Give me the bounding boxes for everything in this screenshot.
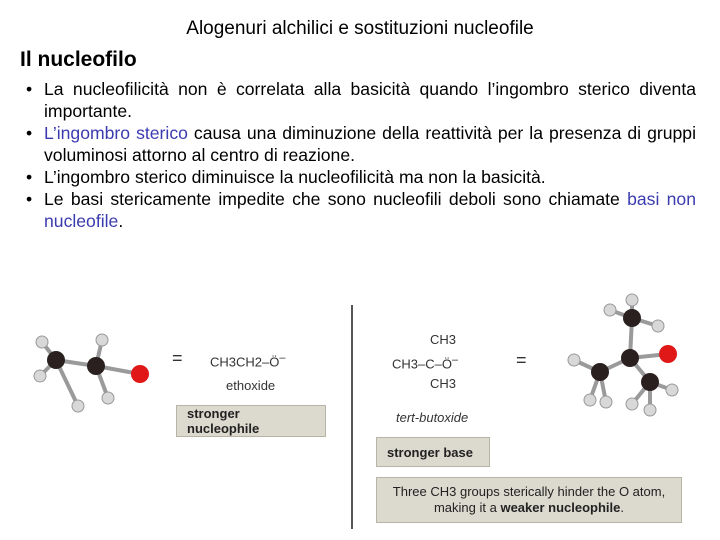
bullet-dot: • [26, 167, 33, 187]
hydrogen-atom [644, 404, 656, 416]
figure-divider [351, 305, 353, 529]
hydrogen-atom [96, 334, 108, 346]
steric-hindrance-note [376, 477, 682, 523]
equals-sign: = [172, 348, 183, 368]
bullet-text: L’ingombro sterico diminuisce la nucleofilicità ma non la basicità. [44, 167, 546, 187]
ethoxide-name: ethoxide [226, 378, 276, 393]
bullet-list [24, 78, 696, 232]
hydrogen-atom [102, 392, 114, 404]
bullet-item [24, 166, 696, 188]
tbu-ch3-top: CH3 [430, 332, 457, 347]
bullet-text: . [118, 211, 124, 231]
carbon-atom [623, 309, 641, 327]
hydrogen-atom [626, 294, 638, 306]
hydrogen-atom [652, 320, 664, 332]
hydrogen-atom [626, 398, 638, 410]
bullet-dot: • [26, 79, 33, 99]
stronger-base-label: stronger base [376, 437, 490, 467]
ethoxide-formula: CH3CH2–Ö– [210, 352, 286, 370]
carbon-atom [641, 373, 659, 391]
hydrogen-atom [666, 384, 678, 396]
section-title: Il nucleofilo [20, 48, 137, 71]
oxygen-atom [131, 365, 149, 383]
bullet-text: causa una diminuzione della reattività per la presenza di gruppi voluminosi attorno al centro di reazione. [44, 123, 696, 165]
bullet-text: Le basi stericamente impedite che sono nucleofili deboli sono chiamate [44, 189, 628, 209]
note-line-1: Three CH3 groups sterically hinder the O atom, [392, 484, 666, 499]
hydrogen-atom [600, 396, 612, 408]
bullet-highlight: L’ingombro sterico [44, 123, 188, 143]
equals-sign: = [516, 350, 527, 370]
hydrogen-atom [584, 394, 596, 406]
slide-title: Alogenuri alchilici e sostituzioni nucleofile [186, 18, 534, 39]
hydrogen-atom [34, 370, 46, 382]
note-line-2: making it a weaker nucleophile. [433, 500, 625, 515]
hydrogen-atom [36, 336, 48, 348]
hydrogen-atom [604, 304, 616, 316]
tbu-ch3-bottom: CH3 [430, 376, 457, 391]
tbu-name: tert-butoxide [396, 410, 469, 425]
bullet-item [24, 78, 696, 122]
hydrogen-atom [568, 354, 580, 366]
tbu-formula-middle: CH3–C–Ö– [392, 354, 458, 372]
bullet-item [24, 188, 696, 232]
carbon-atom [591, 363, 609, 381]
carbon-atom [47, 351, 65, 369]
carbon-atom [621, 349, 639, 367]
tert-butoxide-model [560, 292, 690, 422]
stronger-nucleophile-label: stronger nucleophile [176, 405, 326, 437]
bullet-item [24, 122, 696, 166]
bullet-dot: • [26, 123, 33, 143]
bullet-highlight: basi non nucleofile [44, 189, 696, 231]
ethoxide-model [30, 318, 160, 418]
bullet-dot: • [26, 189, 33, 209]
oxygen-atom [659, 345, 677, 363]
bullet-text: La nucleofilicità non è correlata alla basicità quando l’ingombro sterico diventa importante. [44, 79, 696, 121]
carbon-atom [87, 357, 105, 375]
hydrogen-atom [72, 400, 84, 412]
